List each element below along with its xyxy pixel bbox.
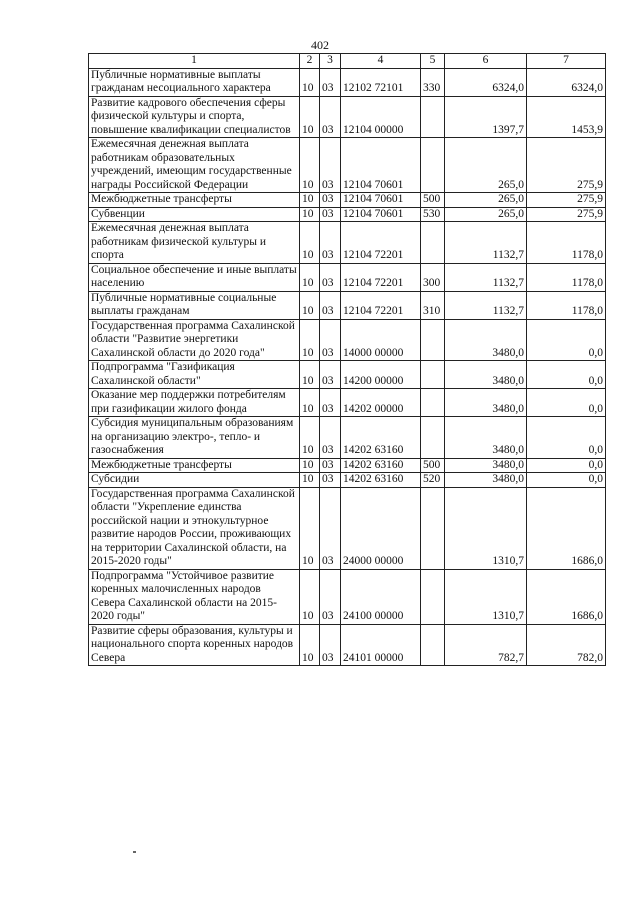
row-amount-year2-cell: 1686,0 <box>527 569 606 624</box>
row-subsection-cell: 03 <box>320 389 341 417</box>
table-row <box>89 263 606 291</box>
row-subsection-cell: 03 <box>320 361 341 389</box>
table-body <box>89 68 606 666</box>
row-amount-year2-cell: 275,9 <box>527 138 606 193</box>
row-target-article-cell: 24000 00000 <box>341 487 421 569</box>
row-name-cell: Публичные нормативные выплаты гражданам несоциального характера <box>89 68 300 96</box>
row-amount-year2-cell: 275,9 <box>527 207 606 222</box>
row-name-cell: Межбюджетные трансферты <box>89 458 300 473</box>
column-header-target-article: 4 <box>341 54 421 69</box>
table-row <box>89 487 606 569</box>
row-amount-year2-cell: 0,0 <box>527 319 606 361</box>
row-amount-year1-cell: 782,7 <box>445 624 527 666</box>
row-target-article-cell: 12104 70601 <box>341 207 421 222</box>
row-amount-year2-cell: 1178,0 <box>527 222 606 264</box>
row-amount-year1-cell: 1310,7 <box>445 487 527 569</box>
row-expense-type-cell: 500 <box>421 193 445 208</box>
table-row <box>89 222 606 264</box>
column-header-expense-type: 5 <box>421 54 445 69</box>
row-amount-year2-cell: 1178,0 <box>527 291 606 319</box>
row-amount-year1-cell: 265,0 <box>445 207 527 222</box>
row-subsection-cell: 03 <box>320 138 341 193</box>
row-section-cell: 10 <box>300 458 320 473</box>
row-target-article-cell: 12104 72201 <box>341 222 421 264</box>
table-row <box>89 361 606 389</box>
row-amount-year1-cell: 1310,7 <box>445 569 527 624</box>
row-name-cell: Субсидия муниципальным образованиям на организацию электро-, тепло- и газоснабжения <box>89 417 300 459</box>
row-amount-year2-cell: 1178,0 <box>527 263 606 291</box>
row-section-cell: 10 <box>300 361 320 389</box>
row-amount-year1-cell: 265,0 <box>445 138 527 193</box>
row-section-cell: 10 <box>300 263 320 291</box>
row-name-cell: Межбюджетные трансферты <box>89 193 300 208</box>
row-expense-type-cell: 520 <box>421 473 445 488</box>
row-amount-year1-cell: 3480,0 <box>445 361 527 389</box>
row-amount-year1-cell: 3480,0 <box>445 473 527 488</box>
row-section-cell: 10 <box>300 207 320 222</box>
row-target-article-cell: 14200 00000 <box>341 361 421 389</box>
row-amount-year1-cell: 3480,0 <box>445 417 527 459</box>
table-row <box>89 389 606 417</box>
row-subsection-cell: 03 <box>320 487 341 569</box>
row-subsection-cell: 03 <box>320 222 341 264</box>
row-expense-type-cell <box>421 222 445 264</box>
row-section-cell: 10 <box>300 487 320 569</box>
row-name-cell: Государственная программа Сахалинской области "Развитие энергетики Сахалинской области до 2020 года" <box>89 319 300 361</box>
row-name-cell: Оказание мер поддержки потребителям при газификации жилого фонда <box>89 389 300 417</box>
row-target-article-cell: 14202 63160 <box>341 417 421 459</box>
row-amount-year1-cell: 1397,7 <box>445 96 527 138</box>
row-expense-type-cell <box>421 569 445 624</box>
row-expense-type-cell: 530 <box>421 207 445 222</box>
row-name-cell: Ежемесячная денежная выплата работникам физической культуры и спорта <box>89 222 300 264</box>
table-row <box>89 96 606 138</box>
row-subsection-cell: 03 <box>320 96 341 138</box>
row-amount-year1-cell: 265,0 <box>445 193 527 208</box>
row-target-article-cell: 12104 72201 <box>341 291 421 319</box>
row-expense-type-cell: 300 <box>421 263 445 291</box>
row-amount-year2-cell: 6324,0 <box>527 68 606 96</box>
row-target-article-cell: 14202 63160 <box>341 473 421 488</box>
row-amount-year2-cell: 0,0 <box>527 458 606 473</box>
row-name-cell: Подпрограмма "Газификация Сахалинской области" <box>89 361 300 389</box>
row-expense-type-cell <box>421 361 445 389</box>
row-name-cell: Развитие кадрового обеспечения сферы физической культуры и спорта, повышение квалификации специалистов <box>89 96 300 138</box>
table-row <box>89 624 606 666</box>
row-subsection-cell: 03 <box>320 263 341 291</box>
row-amount-year2-cell: 0,0 <box>527 417 606 459</box>
table-row <box>89 138 606 193</box>
table-row <box>89 417 606 459</box>
row-target-article-cell: 14202 63160 <box>341 458 421 473</box>
row-section-cell: 10 <box>300 417 320 459</box>
row-section-cell: 10 <box>300 291 320 319</box>
row-section-cell: 10 <box>300 319 320 361</box>
row-name-cell: Субвенции <box>89 207 300 222</box>
row-target-article-cell: 12104 72201 <box>341 263 421 291</box>
table-row <box>89 319 606 361</box>
row-expense-type-cell <box>421 96 445 138</box>
table-row <box>89 473 606 488</box>
row-amount-year1-cell: 1132,7 <box>445 263 527 291</box>
row-section-cell: 10 <box>300 473 320 488</box>
row-subsection-cell: 03 <box>320 458 341 473</box>
row-expense-type-cell: 330 <box>421 68 445 96</box>
row-target-article-cell: 24101 00000 <box>341 624 421 666</box>
table-header-row <box>89 54 606 69</box>
row-subsection-cell: 03 <box>320 207 341 222</box>
row-expense-type-cell <box>421 319 445 361</box>
column-header-name: 1 <box>89 54 300 69</box>
row-section-cell: 10 <box>300 193 320 208</box>
row-amount-year1-cell: 1132,7 <box>445 222 527 264</box>
row-section-cell: 10 <box>300 96 320 138</box>
row-expense-type-cell <box>421 487 445 569</box>
row-amount-year1-cell: 3480,0 <box>445 319 527 361</box>
column-header-section: 2 <box>300 54 320 69</box>
row-subsection-cell: 03 <box>320 319 341 361</box>
table-row <box>89 458 606 473</box>
row-subsection-cell: 03 <box>320 473 341 488</box>
table-row <box>89 569 606 624</box>
row-amount-year2-cell: 1453,9 <box>527 96 606 138</box>
row-amount-year2-cell: 0,0 <box>527 389 606 417</box>
row-amount-year1-cell: 3480,0 <box>445 458 527 473</box>
row-subsection-cell: 03 <box>320 417 341 459</box>
row-expense-type-cell <box>421 624 445 666</box>
row-name-cell: Публичные нормативные социальные выплаты гражданам <box>89 291 300 319</box>
row-subsection-cell: 03 <box>320 193 341 208</box>
row-name-cell: Подпрограмма "Устойчивое развитие коренных малочисленных народов Севера Сахалинской области на 2015-2020 годы" <box>89 569 300 624</box>
row-amount-year2-cell: 1686,0 <box>527 487 606 569</box>
column-header-amount-year2: 7 <box>527 54 606 69</box>
row-name-cell: Социальное обеспечение и иные выплаты населению <box>89 263 300 291</box>
row-amount-year2-cell: 275,9 <box>527 193 606 208</box>
row-name-cell: Развитие сферы образования, культуры и национального спорта коренных народов Севера <box>89 624 300 666</box>
table-row <box>89 193 606 208</box>
row-amount-year1-cell: 3480,0 <box>445 389 527 417</box>
row-target-article-cell: 12104 00000 <box>341 96 421 138</box>
row-amount-year1-cell: 6324,0 <box>445 68 527 96</box>
scan-speck <box>133 851 136 853</box>
row-subsection-cell: 03 <box>320 291 341 319</box>
row-expense-type-cell <box>421 138 445 193</box>
row-section-cell: 10 <box>300 569 320 624</box>
row-name-cell: Ежемесячная денежная выплата работникам образовательных учреждений, имеющим государственные награды Российской Федерации <box>89 138 300 193</box>
row-section-cell: 10 <box>300 68 320 96</box>
row-amount-year2-cell: 0,0 <box>527 473 606 488</box>
row-section-cell: 10 <box>300 389 320 417</box>
budget-table <box>88 53 606 666</box>
column-header-amount-year1: 6 <box>445 54 527 69</box>
column-header-subsection: 3 <box>320 54 341 69</box>
row-target-article-cell: 12102 72101 <box>341 68 421 96</box>
row-subsection-cell: 03 <box>320 569 341 624</box>
page-number: 402 <box>311 38 329 52</box>
row-expense-type-cell <box>421 417 445 459</box>
table-row <box>89 291 606 319</box>
row-amount-year1-cell: 1132,7 <box>445 291 527 319</box>
row-section-cell: 10 <box>300 222 320 264</box>
row-subsection-cell: 03 <box>320 624 341 666</box>
row-target-article-cell: 14202 00000 <box>341 389 421 417</box>
row-target-article-cell: 12104 70601 <box>341 138 421 193</box>
row-expense-type-cell: 500 <box>421 458 445 473</box>
table-row <box>89 68 606 96</box>
table-row <box>89 207 606 222</box>
row-target-article-cell: 24100 00000 <box>341 569 421 624</box>
row-subsection-cell: 03 <box>320 68 341 96</box>
row-name-cell: Субсидии <box>89 473 300 488</box>
row-name-cell: Государственная программа Сахалинской области "Укрепление единства российской нации и этнокультурное развитие народов России, проживающих на территории Сахалинской области, на 2015-2020 годы" <box>89 487 300 569</box>
row-amount-year2-cell: 0,0 <box>527 361 606 389</box>
row-expense-type-cell <box>421 389 445 417</box>
row-amount-year2-cell: 782,0 <box>527 624 606 666</box>
row-section-cell: 10 <box>300 624 320 666</box>
row-target-article-cell: 12104 70601 <box>341 193 421 208</box>
row-section-cell: 10 <box>300 138 320 193</box>
row-expense-type-cell: 310 <box>421 291 445 319</box>
row-target-article-cell: 14000 00000 <box>341 319 421 361</box>
